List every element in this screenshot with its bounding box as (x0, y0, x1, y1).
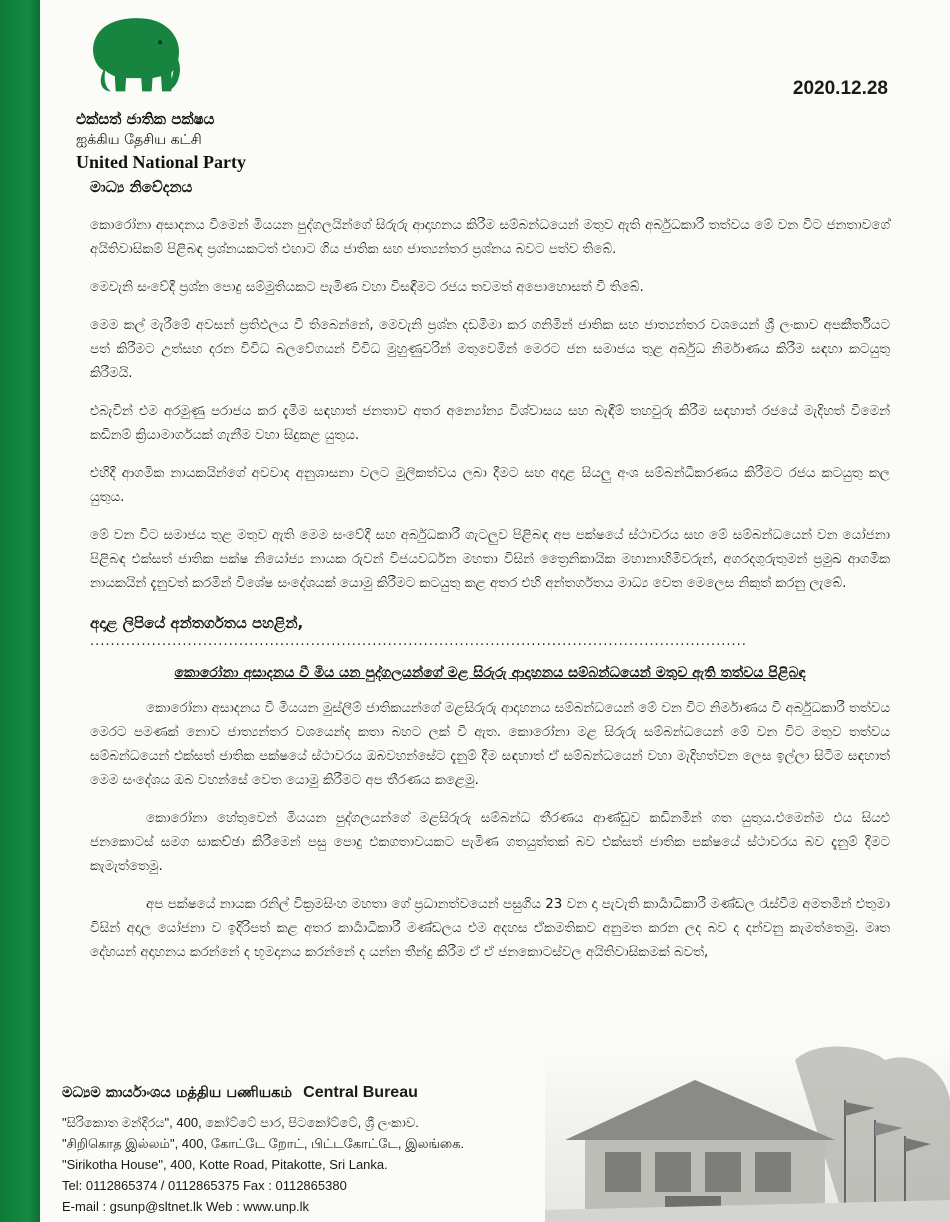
contact-block (62, 1112, 522, 1217)
tel-fax: Tel: 0112865374 / 0112865375 Fax : 0112865380 (62, 1178, 347, 1193)
email-web: E-mail : gsunp@sltnet.lk Web : www.unp.lk (62, 1199, 310, 1214)
letter-paragraph: කොරෝනා අසාදනය වී මියයන මුස්ලිම් ජාතිකයන්ගේ මළසිරුරු ආදාහනය සම්බන්ධයෙන් මේ වන විට නිර්මාණය වී අර්බුධකාරී තත්වය මෙරට පමණක් නොව ජාත්‍යන්තර වශයෙන්ද කතා බහට ලක් වී ඇත. කොරෝනා මළ සිරුරු සම්බන්ධයෙන් මේ වන විට මතුව තත්වය සම්බන්ධයෙන් එක්සත් ජාතික පක්ෂයේ ස්ථාවරය ඔබවහන්සේට දැනුම් දීම සඳහාත් ඒ සම්බන්ධයෙන් වහා මැදිහත්වන ලෙස ඉල්ලා සිටීම සඳහාත් මෙම සංදේශය ඔබ වහන්සේ වෙත යොමු කිරීමට අප තීරණය කළෙමු. (90, 701, 890, 788)
party-name-english: United National Party (76, 152, 246, 172)
party-name-sinhala: එක්සත් ජාතික පක්ෂය (76, 110, 215, 128)
letter-title: කොරෝනා අසාදනය වී මිය යන පුද්ගලයන්ගේ මළ සිරුරු ආදාහනය සම්බන්ධයෙන් මතුව ඇති තත්වය පිළිබඳ (174, 665, 806, 681)
dotted-separator: ................................................................................................................................ (90, 634, 747, 649)
body-paragraph: මෙම කල් මැරීමේ අවසන් ප්‍රතිඵලය වී තිබෙන්නේ, මෙවැනි ප්‍රශ්න දඩමීමා කර ගනිමින් ජාතික සහ ජාත්‍යන්තර වශයෙන් ශ්‍රී ලංකාව අපකීර්තියට පත් කිරීමට උත්සහ දරන විවිධ බලවේගයන් විවිධ මුහුණුවරින් මතුවෙමින් මෙරට ජන සමාජය තුළ අර්බුධ නිර්මාණය කිරීම සඳහා කටයුතු කිරීමයි. (90, 318, 890, 381)
brand-side-bar (0, 0, 40, 1222)
document-body (90, 178, 890, 979)
letter-paragraph: අප පක්ෂයේ නායක රනිල් වික්‍රමසිංහ මහතා ගේ ප්‍රධානත්වයෙන් පසුගිය 23 වන දා පැවැති කාර්‍යාධිකාරී මණ්ඩල රැස්වීම අමතමින් එතුමා විසින් අදාල යෝජනා ව ඉදිරිපත් කළ අතර කාර්‍යාධිකාරී මණ්ඩලය එම අදහස ඒකමතිකව අනුමත කරන ලද බව ද දන්වනු කැමත්තෙමු. මෘත දේහයන් අදාහනය කරන්නේ ද භූමදානය කරන්නේ ද යන්න තීන්දු කිරීම ඒ ඒ ජනකොටස්වල අයිතිවාසිකමක් බවත්, (90, 897, 890, 960)
party-name-tamil: ஐக்கிய தேசிய கட்சி (76, 132, 202, 148)
body-paragraph: එහිදී ආගමික නායකයින්ගේ අවවාද අනුශාසනා වලට මුලිකත්වය ලබා දීමට සහ අදාළ සියලු අංශ සම්බන්ධීකරණය කිරීමට රජය කටයුතු කල යුතුය. (90, 466, 890, 505)
letter-intro: අදාළ ලිපියේ අන්තර්ගතය පහළින්, (90, 614, 304, 632)
body-paragraph: එබැවින් එම අරමුණු පරාජය කර දැමීම සඳහාත් ජනතාව අතර අන්‍යෝන්‍ය විශ්වාසය සහ බැඳීම් තහවුරු කිරීම සඳහාත් රජයේ මැදිහත් වීමෙන් කඩිනම් ක්‍රියාමාර්ගයක් ගැනීම වහා සිදුකළ යුතුය. (90, 404, 890, 443)
body-paragraph: කොරෝනා අසාදනය වීමෙන් මියයන පුද්ගලයින්ගේ සිරුරු ආදාහනය කිරීම සම්බන්ධයෙන් මතුව ඇති අර්බුධකාරී තත්වය මේ වන විට ජනතාවගේ අයිතිවාසිකම් පිළිබඳ ප්‍රශ්නයකටත් එහාට ගිය ජාතික සහ ජාත්‍යන්තර ප්‍රශ්නය බවට පත්ව තිබේ. (90, 218, 890, 257)
central-bureau-title (62, 1084, 418, 1103)
page-title: මාධ්‍ය නිවේදනය (90, 178, 193, 196)
document-date: 2020.12.28 (792, 78, 888, 99)
address-tamil: "சிறிகொத இல்லம்", 400, கோட்டே றோட், பிட்டகோட்டே, இலங்கை. (62, 1136, 465, 1151)
office-tamil: மத்திய பணியகம் (175, 1085, 293, 1101)
office-sinhala: මධ්‍යම කාර්යාංශය (62, 1085, 171, 1101)
address-sinhala: "සිරිකොත මන්දිරය", 400, කෝට්ටේ පාර, පිටකෝට්ටේ, ශ්‍රී ලංකාව. (62, 1115, 419, 1130)
elephant-logo-icon (84, 12, 189, 97)
office-english: Central Bureau (303, 1084, 418, 1101)
body-paragraph: මෙවැනි සංවේදී ප්‍රශ්න පොදු සම්මුතියකට පැමිණ වහා විසඳීමට රජය තවමත් අපොහොසත් වී තිබේ. (90, 280, 644, 295)
letter-paragraph: කොරෝනා හේතුවෙන් මියයන පුද්ගලයන්ගේ මළසිරුරු සම්බන්ධ තීරණය ආණ්ඩුව කඩිනමින් ගත යුතුය.එමෙන්ම එය සියළු ජනකොටස් සමග සාකච්ඡා කිරීමෙන් පසු පොදු එකගතාවයකට පැමිණ ගතයුත්තක් බව එක්සත් ජාතික පක්ෂයේ ස්ථාවරය බව දැනුම් දීමට කැමැත්තෙමු. (90, 811, 890, 874)
address-english: "Sirikotha House", 400, Kotte Road, Pitakotte, Sri Lanka. (62, 1157, 388, 1172)
body-paragraph: මේ වන විට සමාජය තුළ මතුව ඇති මෙම සංවේදී සහ අර්බුධකාරී ගැටලුව පිළිබඳ අප පක්ෂයේ ස්ථාවරය සහ මේ සම්බන්ධයෙන් වන යෝජනා පිළිබඳ එක්සත් ජාතික පක්ෂ නියෝජ්‍ය නායක රුවන් විජයවර්ධන මහතා විසින් ත්‍රෛනිකායික මහානාහිමිවරුන්, අගරදගුරුතුමන් ප්‍රමුඛ ආගමික නායකයින් දැනුවත් කරමින් විශේෂ සංදේශයක් යොමු කිරීමට කටයුතු කළ අතර එහි අන්තර්ගතය මාධ්‍ය වෙත මෙලෙස නිකුත් කරනු ලැබේ. (90, 528, 890, 591)
party-headquarters-illustration (545, 1040, 950, 1222)
